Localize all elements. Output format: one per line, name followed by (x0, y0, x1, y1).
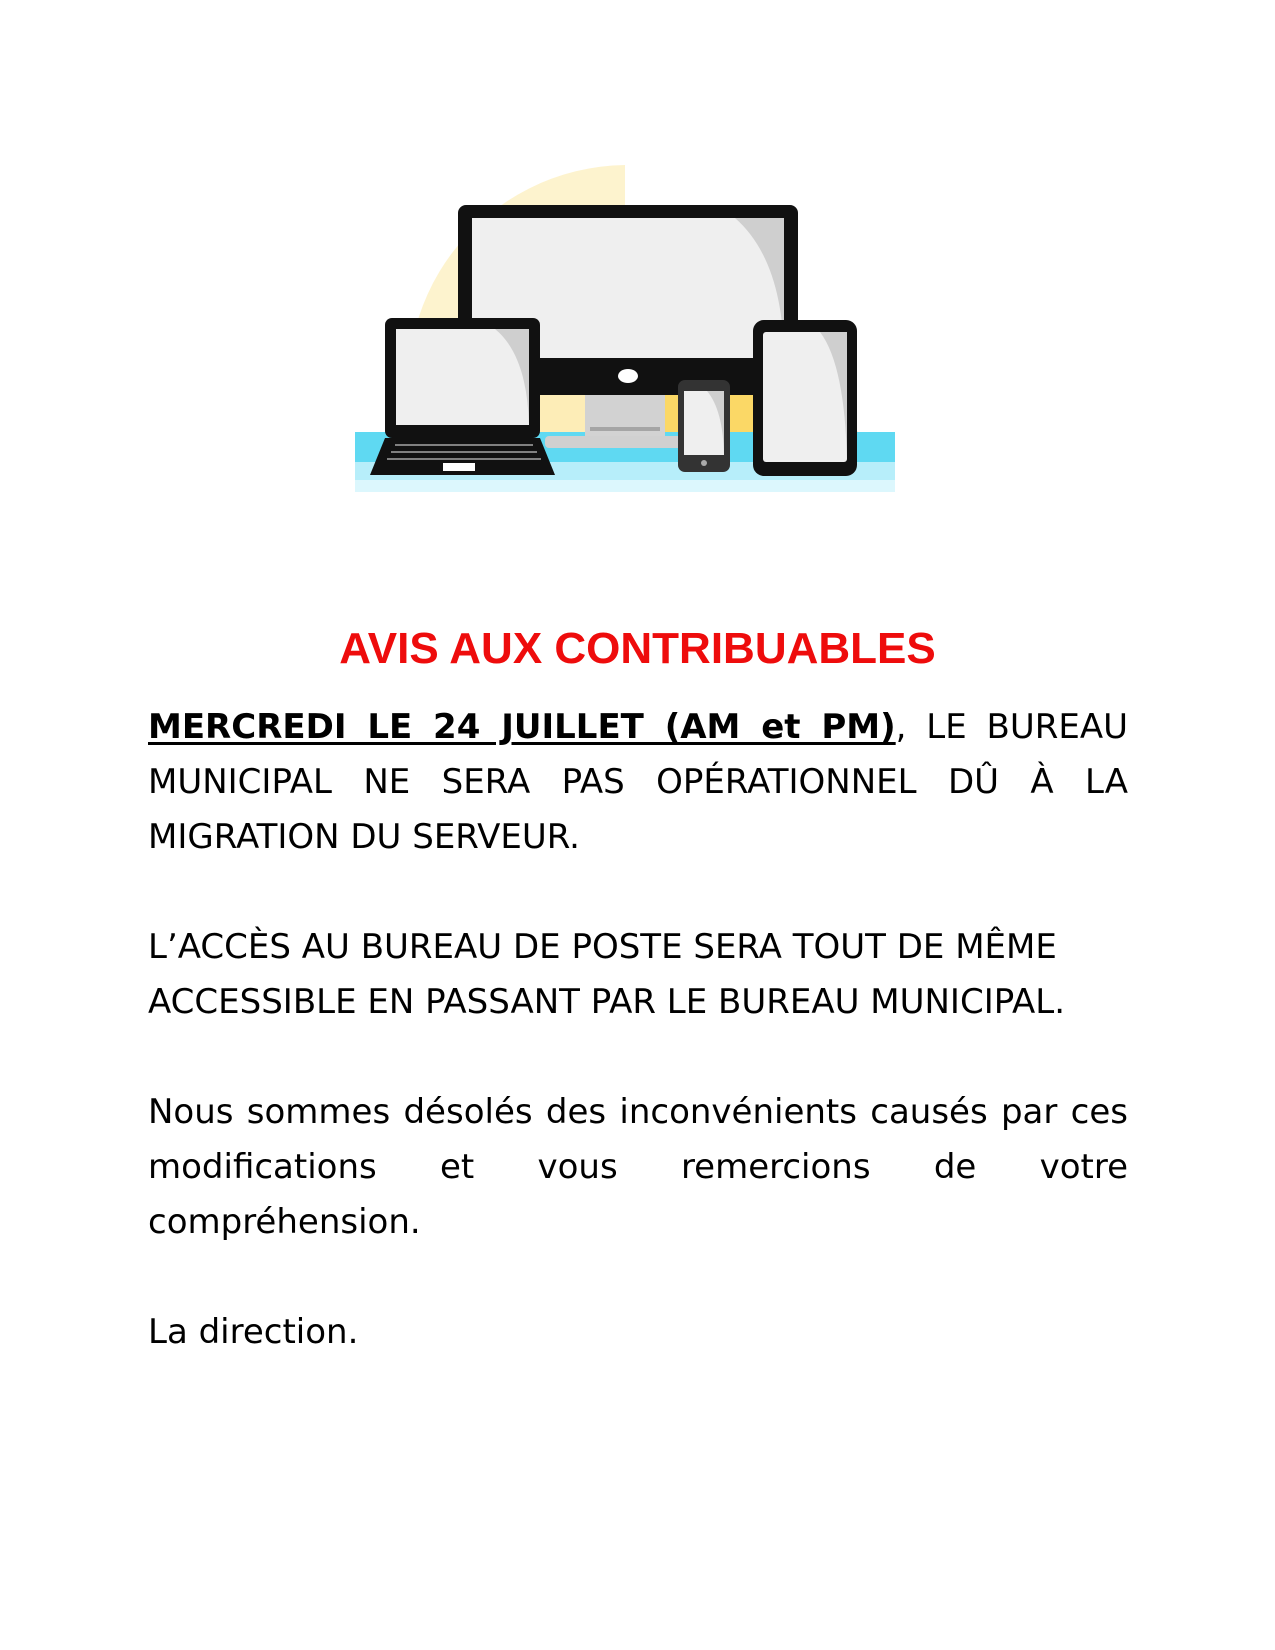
devices-illustration-icon (355, 140, 915, 532)
closure-details: , LE BUREAU MUNICIPAL NE SERA PAS OPÉRATIONNEL DÛ À LA MIGRATION DU SERVEUR. (148, 707, 1128, 857)
notice-paragraph-post-office: L’ACCÈS AU BUREAU DE POSTE SERA TOUT DE MÊME ACCESSIBLE EN PASSANT PAR LE BUREAU MUNICIPAL. (148, 927, 1066, 1022)
notice-paragraph-apology: Nous sommes désolés des inconvénients causés par ces modifications et vous remercions de votre compréhension. (148, 1092, 1128, 1242)
notice-signature: La direction. (148, 1312, 359, 1352)
notice-title: AVIS AUX CONTRIBUABLES (339, 624, 936, 673)
closure-date: MERCREDI LE 24 JUILLET (AM et PM) (148, 707, 896, 747)
notice-body (148, 700, 1128, 1415)
notice-paragraph-closure (148, 700, 1128, 865)
monitor-logo (618, 369, 638, 383)
laptop-touchpad (443, 463, 475, 471)
